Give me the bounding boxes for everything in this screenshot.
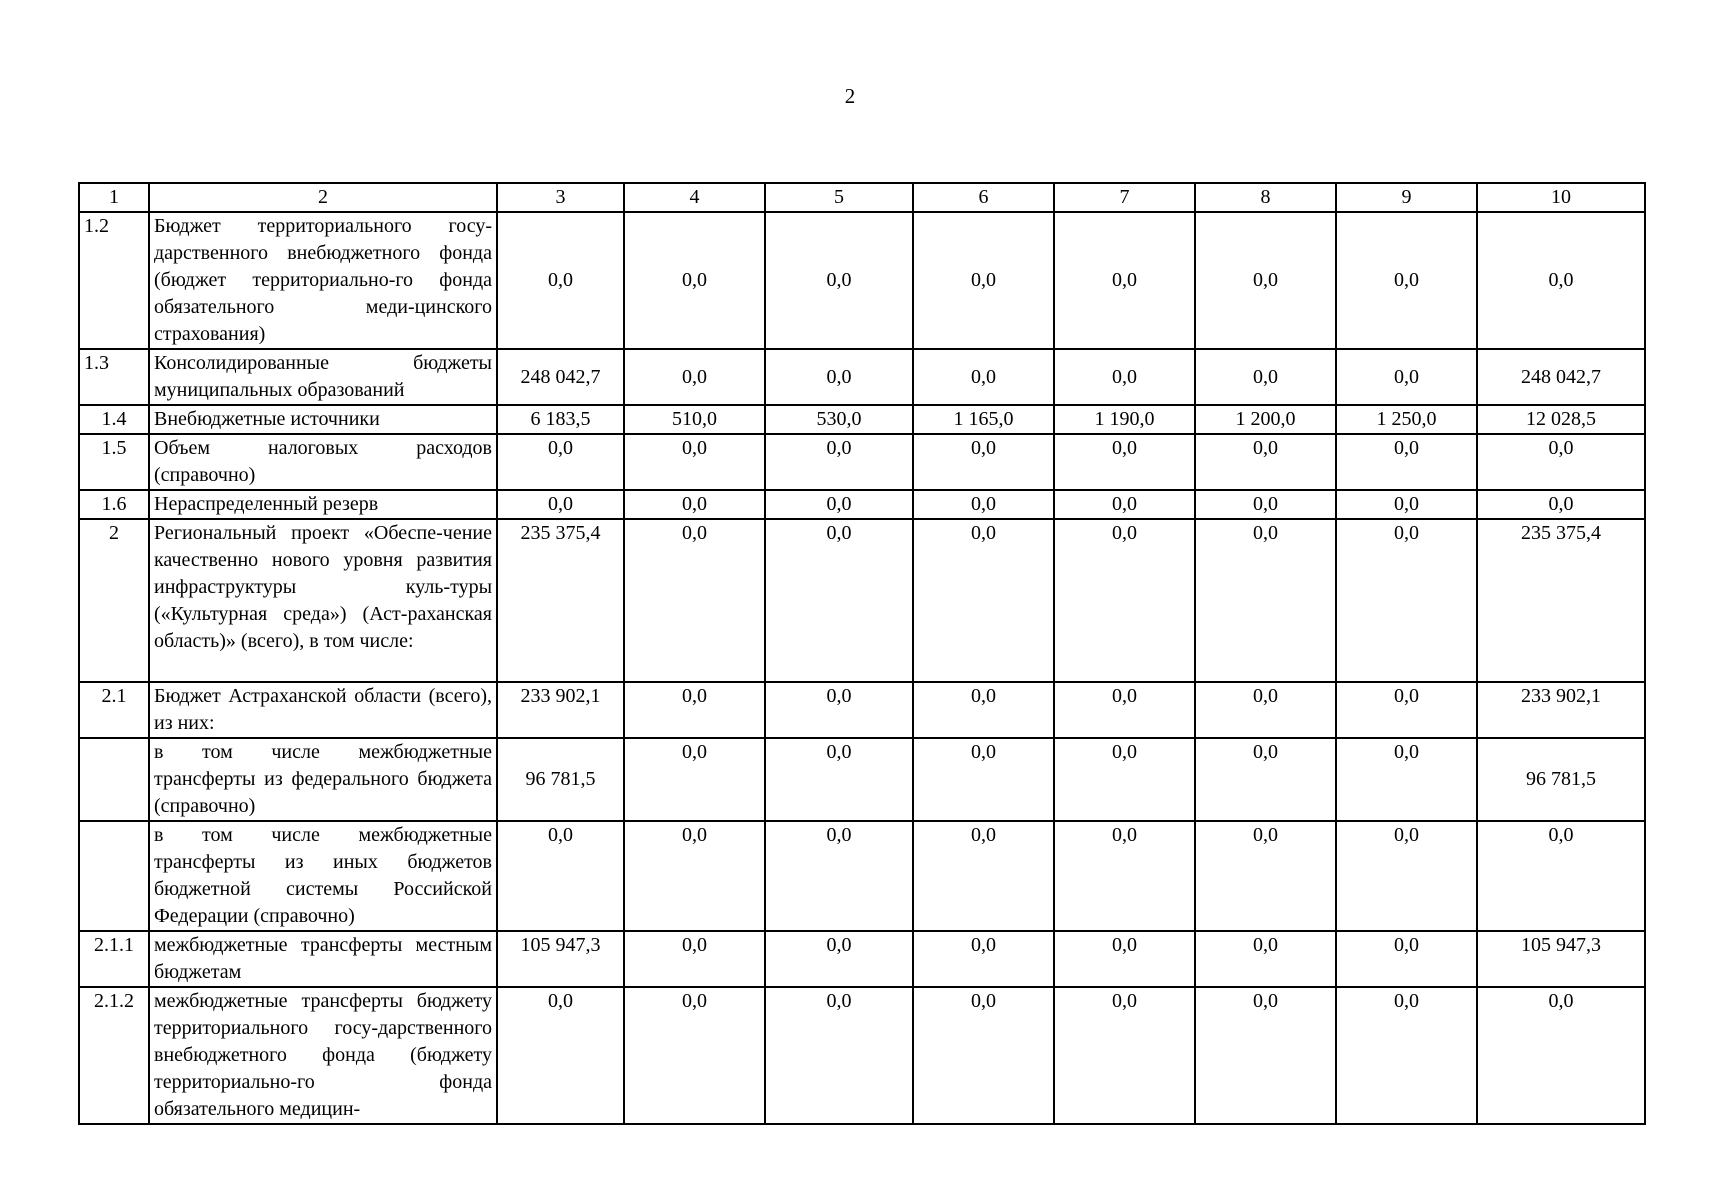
row-number (79, 821, 149, 931)
row-value: 0,0 (497, 212, 624, 349)
row-number: 1.2 (79, 212, 149, 349)
row-value: 0,0 (765, 519, 913, 682)
row-value: 0,0 (1054, 434, 1195, 490)
row-value: 0,0 (1054, 931, 1195, 987)
table-row (79, 405, 1645, 434)
table-row (79, 931, 1645, 987)
row-number: 1.5 (79, 434, 149, 490)
row-description: Бюджет территориального госу-дарственного внебюджетного фонда (бюджет территориально-го фонда обязательного меди-цинского страхования) (149, 212, 497, 349)
row-description: Объем налоговых расходов (справочно) (149, 434, 497, 490)
row-description: Бюджет Астраханской области (всего), из них: (149, 682, 497, 738)
row-number: 1.3 (79, 349, 149, 405)
row-description: межбюджетные трансферты местным бюджетам (149, 931, 497, 987)
row-value: 6 183,5 (497, 405, 624, 434)
row-value: 0,0 (497, 821, 624, 931)
row-value: 235 375,4 (497, 519, 624, 682)
table-row (79, 519, 1645, 682)
row-description: в том числе межбюджетные трансферты из федерального бюджета (справочно) (149, 738, 497, 821)
row-value: 0,0 (1336, 434, 1477, 490)
row-value: 0,0 (1336, 738, 1477, 821)
column-header: 8 (1195, 183, 1336, 212)
row-value: 0,0 (1477, 987, 1645, 1124)
row-value: 1 190,0 (1054, 405, 1195, 434)
row-value: 233 902,1 (497, 682, 624, 738)
row-value: 0,0 (1477, 490, 1645, 519)
row-number: 2.1 (79, 682, 149, 738)
row-number: 1.6 (79, 490, 149, 519)
column-header: 7 (1054, 183, 1195, 212)
row-value: 0,0 (624, 519, 765, 682)
row-value: 0,0 (624, 212, 765, 349)
row-description: в том числе межбюджетные трансферты из иных бюджетов бюджетной системы Российской Федерации (справочно) (149, 821, 497, 931)
row-value: 1 165,0 (913, 405, 1054, 434)
row-value: 0,0 (913, 349, 1054, 405)
row-value: 0,0 (1195, 821, 1336, 931)
row-value: 0,0 (1054, 212, 1195, 349)
row-value: 105 947,3 (1477, 931, 1645, 987)
row-description: Консолидированные бюджеты муниципальных образований (149, 349, 497, 405)
row-number: 1.4 (79, 405, 149, 434)
row-value: 0,0 (1336, 349, 1477, 405)
row-value: 0,0 (1195, 349, 1336, 405)
row-value: 0,0 (913, 821, 1054, 931)
row-value: 96 781,5 (1477, 738, 1645, 821)
row-value: 0,0 (1336, 821, 1477, 931)
row-value: 0,0 (1054, 987, 1195, 1124)
row-value: 0,0 (1195, 931, 1336, 987)
row-value: 0,0 (913, 931, 1054, 987)
row-value: 235 375,4 (1477, 519, 1645, 682)
row-value: 0,0 (1336, 212, 1477, 349)
row-description: Внебюджетные источники (149, 405, 497, 434)
table-row (79, 682, 1645, 738)
column-header: 1 (79, 183, 149, 212)
row-value: 0,0 (765, 821, 913, 931)
row-value: 0,0 (1054, 821, 1195, 931)
row-value: 0,0 (1195, 212, 1336, 349)
row-number: 2 (79, 519, 149, 682)
row-value: 0,0 (624, 490, 765, 519)
row-value: 510,0 (624, 405, 765, 434)
column-header: 5 (765, 183, 913, 212)
column-header: 3 (497, 183, 624, 212)
row-value: 96 781,5 (497, 738, 624, 821)
row-value: 0,0 (913, 519, 1054, 682)
row-value: 0,0 (1195, 738, 1336, 821)
budget-table (78, 182, 1646, 1125)
table-row (79, 738, 1645, 821)
row-value: 0,0 (1336, 490, 1477, 519)
row-description: Региональный проект «Обеспе-чение качественно нового уровня развития инфраструктуры куль-туры («Культурная среда») (Аст-раханская область)» (всего), в том числе: (149, 519, 497, 682)
table-row (79, 212, 1645, 349)
column-header: 9 (1336, 183, 1477, 212)
row-value: 0,0 (1336, 682, 1477, 738)
column-header: 4 (624, 183, 765, 212)
row-value: 248 042,7 (1477, 349, 1645, 405)
row-value: 1 200,0 (1195, 405, 1336, 434)
row-value: 0,0 (765, 434, 913, 490)
row-value: 0,0 (1477, 212, 1645, 349)
row-value: 0,0 (497, 987, 624, 1124)
row-value: 0,0 (624, 349, 765, 405)
table-row (79, 434, 1645, 490)
row-value: 0,0 (1195, 490, 1336, 519)
row-value: 0,0 (913, 212, 1054, 349)
column-header: 2 (149, 183, 497, 212)
row-description: межбюджетные трансферты бюджету территориального госу-дарственного внебюджетного фонда (бюджету территориально-го фонда обязательного медицин- (149, 987, 497, 1124)
table-row (79, 490, 1645, 519)
row-value: 0,0 (765, 987, 913, 1124)
row-value: 248 042,7 (497, 349, 624, 405)
row-number: 2.1.2 (79, 987, 149, 1124)
row-value: 0,0 (913, 738, 1054, 821)
column-header: 6 (913, 183, 1054, 212)
row-value: 0,0 (624, 821, 765, 931)
row-value: 0,0 (765, 931, 913, 987)
row-value: 0,0 (765, 212, 913, 349)
row-value: 0,0 (913, 490, 1054, 519)
row-value: 0,0 (1477, 434, 1645, 490)
row-value: 0,0 (1195, 682, 1336, 738)
row-value: 0,0 (1054, 490, 1195, 519)
row-value: 0,0 (497, 490, 624, 519)
row-value: 105 947,3 (497, 931, 624, 987)
row-value: 0,0 (1336, 987, 1477, 1124)
row-value: 1 250,0 (1336, 405, 1477, 434)
row-value: 0,0 (1477, 821, 1645, 931)
column-number-row (79, 183, 1645, 212)
row-value: 0,0 (913, 987, 1054, 1124)
row-value: 0,0 (1336, 931, 1477, 987)
row-value: 0,0 (1195, 987, 1336, 1124)
row-value: 0,0 (1195, 519, 1336, 682)
row-number: 2.1.1 (79, 931, 149, 987)
row-value: 0,0 (624, 738, 765, 821)
row-description: Нераспределенный резерв (149, 490, 497, 519)
row-value: 530,0 (765, 405, 913, 434)
column-header: 10 (1477, 183, 1645, 212)
row-value: 0,0 (497, 434, 624, 490)
row-value: 0,0 (624, 931, 765, 987)
row-value: 0,0 (913, 434, 1054, 490)
row-value: 0,0 (765, 349, 913, 405)
row-value: 0,0 (1054, 682, 1195, 738)
table-row (79, 821, 1645, 931)
row-value: 0,0 (1195, 434, 1336, 490)
row-value: 0,0 (1336, 519, 1477, 682)
row-value: 0,0 (624, 682, 765, 738)
row-value: 233 902,1 (1477, 682, 1645, 738)
row-value: 0,0 (1054, 519, 1195, 682)
row-value: 0,0 (624, 434, 765, 490)
page-number: 2 (844, 84, 856, 108)
row-value: 0,0 (765, 490, 913, 519)
table-row (79, 987, 1645, 1124)
row-value: 0,0 (913, 682, 1054, 738)
row-value: 0,0 (624, 987, 765, 1124)
row-value: 0,0 (1054, 349, 1195, 405)
table-row (79, 349, 1645, 405)
row-value: 0,0 (1054, 738, 1195, 821)
row-value: 0,0 (765, 682, 913, 738)
row-value: 0,0 (765, 738, 913, 821)
row-value: 12 028,5 (1477, 405, 1645, 434)
row-number (79, 738, 149, 821)
